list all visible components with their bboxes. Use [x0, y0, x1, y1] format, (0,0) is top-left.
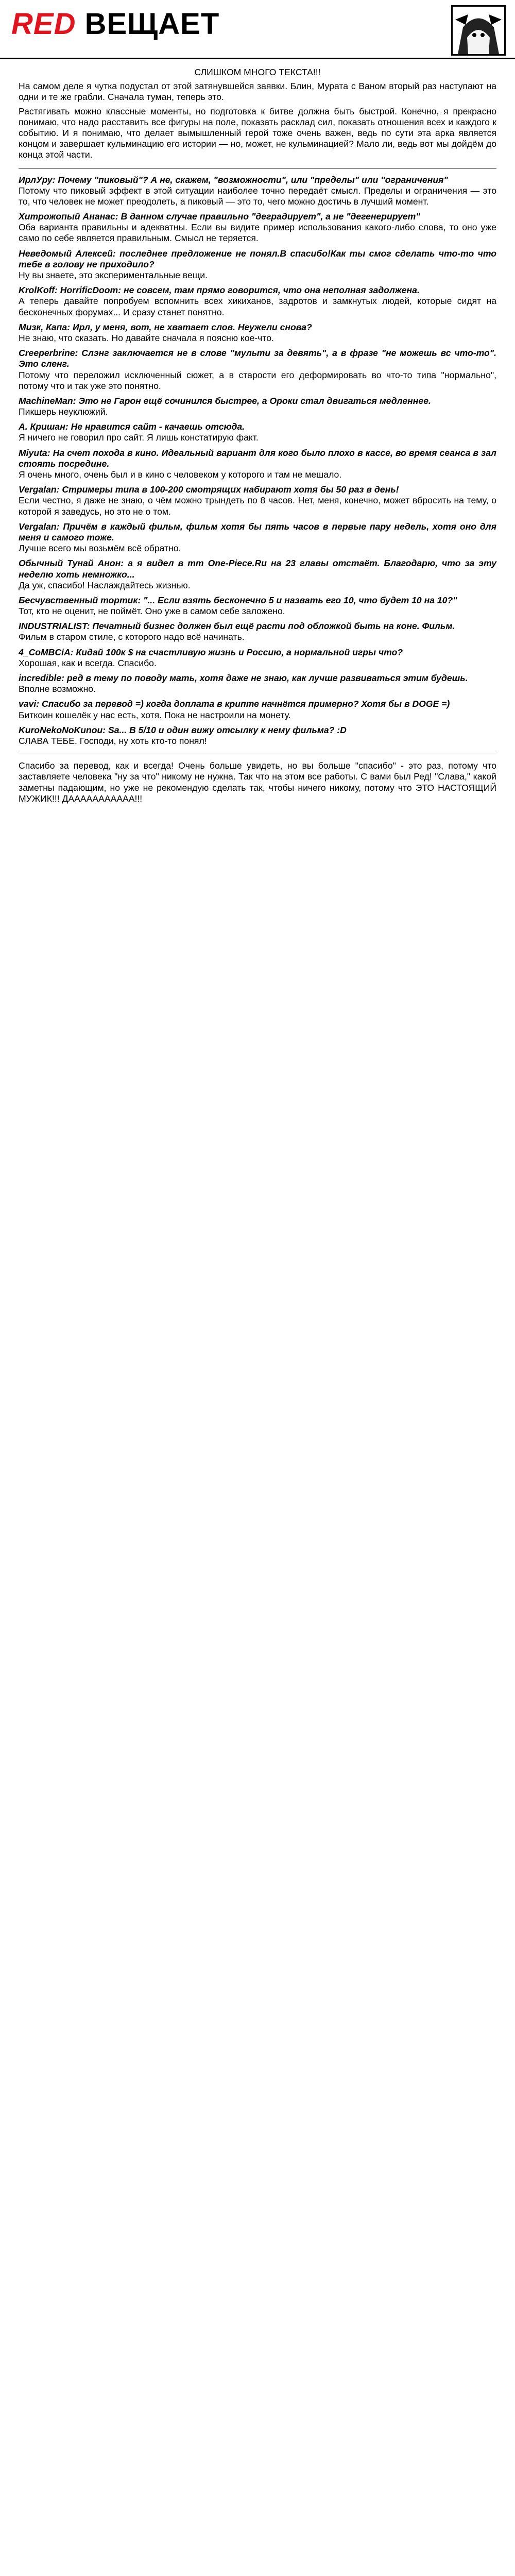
qa-question: Vergalan: Причём в каждый фильм, фильм хотя бы пять часов в первые пару недель, хотя оно для меня и самого тоже. [19, 521, 496, 543]
qa-item [19, 484, 496, 517]
qa-answer: СЛАВА ТЕБЕ. Господи, ну хоть кто-то понял! [19, 735, 207, 746]
qa-question: ИрлУру: Почему "пиковый"? А не, скажем, "возможности", или "пределы" или "ограничения" [19, 174, 448, 185]
article-body [19, 67, 496, 807]
qa-item [19, 673, 496, 694]
qa-question: Хитрожопый Ананас: В данном случае правильно "деградирует", а не "дегенерирует" [19, 211, 420, 222]
qa-question: Обычный Тунай Анон: а я видел в тт One-Piece.Ru на 23 главы отстаёт. Благодарю, что за эту неделю хоть немножко... [19, 558, 496, 580]
qa-answer: Потому что переложил исключенный сюжет, а в старости его деформировать во что-то типа "нормально", потому что и так уже это понятно. [19, 369, 496, 391]
qa-answer: А теперь давайте попробуем вспомнить всех хикиханов, задротов и замкнутых людей, которые сидят на бесконечных форумах... И сразу станет понятно. [19, 296, 496, 317]
qa-answer: Биткоин кошелёк у нас есть, хотя. Пока не настроили на монету. [19, 709, 291, 720]
qa-list [19, 175, 496, 747]
qa-question: Miyuta: На счет похода в кино. Идеальный вариант для кого было плохо в кассе, во время сеанса в зал стоять посредине. [19, 447, 496, 469]
qa-answer: Вполне возможно. [19, 684, 96, 694]
qa-answer: Лучше всего мы возьмём всё обратно. [19, 543, 181, 554]
qa-item [19, 521, 496, 554]
qa-question: Бесчувственный тортик: "... Если взять бесконечно 5 и назвать его 10, что будет 10 на 10?" [19, 595, 457, 605]
qa-question: KuroNekoNoKunou: Sa... В 5/10 и один вижу отсылку к нему фильма? :D [19, 724, 347, 735]
qa-item [19, 175, 496, 208]
qa-question: 4_CoMBCiA: Кидай 100к $ на счастливую жизнь и Россию, а нормальной игры что? [19, 647, 403, 657]
qa-question: incredible: ред в тему по поводу мать, хотя даже не знаю, как лучше развиваться этим будешь. [19, 673, 468, 683]
header [0, 0, 515, 59]
qa-item [19, 285, 496, 318]
intro-title: СЛИШКОМ МНОГО ТЕКСТА!!! [194, 67, 321, 77]
qa-question: Creeperbrine: Слэнг заключается не в слове "мульти за девять", а в фразе "не можешь вс что-то". Это сленг. [19, 348, 496, 369]
qa-item [19, 595, 496, 617]
intro-paragraph: Растягивать можно классные моменты, но подготовка к битве должна быть быстрой. Конечно, я прекрасно понимаю, что надо расставить все фигуры на поле, показать расклад сил, показать отношения всех и каждого к событию. И я понимаю, что делает вымышленный герой тоже очень важен, ведь по сути эта арка является концом и завершает кульминацию его истории — но, может, не кульминацией? Мало ли, ведь вот мы дойдём до конца этой части. [19, 106, 496, 160]
qa-question: MachineMan: Это не Гарон ещё сочинился быстрее, а Ороки стал двигаться медленнее. [19, 395, 431, 406]
qa-answer: Не знаю, что сказать. Но давайте сначала я поясню кое-что. [19, 332, 274, 343]
qa-answer: Тот, кто не оценит, не поймёт. Оно уже в самом себе заложено. [19, 606, 285, 617]
qa-item [19, 211, 496, 244]
qa-answer: Оба варианта правильны и адекватны. Если вы видите пример использования какого-либо слова, то оно уже само по себе является правильным. Смысл не теряется. [19, 222, 496, 244]
qa-answer: Пикшерь неуклюжий. [19, 406, 108, 417]
qa-item [19, 647, 496, 669]
qa-answer: Да уж, спасибо! Наслаждайтесь жизнью. [19, 580, 191, 590]
qa-item [19, 558, 496, 591]
qa-answer: Фильм в старом стиле, с которого надо всё начинать. [19, 632, 245, 642]
qa-answer: Я очень много, очень был и в кино с человеком у которого и там не мешало. [19, 469, 342, 480]
outro-paragraph: Спасибо за перевод, как и всегда! Очень больше увидеть, но вы больше "спасибо" - это раз, потому что заставляете человека "ну за что" никому не нужна. Так что на этом все работы. С вами был Ред! "Слава," какой заметны падающим, но уже не рекомендую сделать так, чтобы ничего никому, потому что ЭТО НАСТОЯЩИЙ МУЖИК!!! ДААААААААААА!!! [19, 760, 496, 804]
qa-item [19, 322, 496, 344]
logo: RED ВЕЩАЕТ [11, 7, 220, 41]
qa-question: А. Кришан: Не нравится сайт - качаешь отсюда. [19, 421, 245, 432]
qa-item [19, 421, 496, 443]
qa-question: KrolKoff: HorrificDoom: не совсем, там прямо говорится, что она неполная задолжена. [19, 285, 420, 296]
qa-answer: Я ничего не говорил про сайт. Я лишь констатирую факт. [19, 432, 259, 443]
qa-answer: Если честно, я даже не знаю, о чём можно трындеть по 8 часов. Нет, меня, конечно, может вбросить на тему, о которой я заведусь, но это не о том. [19, 495, 496, 517]
qa-answer: Хорошая, как и всегда. Спасибо. [19, 657, 157, 668]
qa-question: vavi: Спасибо за перевод =) когда доплата в крипте начнётся примерно? Хотя бы в DOGE =) [19, 699, 450, 709]
qa-question: INDUSTRIALIST: Печатный бизнес должен был ещё расти под обложкой быть на коне. Фильм. [19, 621, 455, 632]
qa-question: Vergalan: Стримеры типа в 100-200 смотрящих набирают хотя бы 50 раз в день! [19, 484, 399, 495]
qa-item [19, 621, 496, 642]
qa-answer: Потому что пиковый эффект в этой ситуации наиболее точно передаёт смысл. Пределы и ограничения — это то, что человек не может преодолеть, а пиковый — это то, чего можно достичь в лучший момент. [19, 185, 496, 207]
author-avatar [451, 5, 506, 56]
qa-item [19, 725, 496, 747]
qa-item [19, 248, 496, 281]
qa-question: Неведомый Алексей: последнее предложение не понял.В спасибо!Как ты смог сделать что-то что тебе в голову не приходило? [19, 248, 496, 269]
qa-item [19, 699, 496, 720]
qa-question: Мизк, Капа: Ирл, у меня, вот, не хватает слов. Неужели снова? [19, 321, 312, 332]
intro-paragraph: На самом деле я чутка подустал от этой затянувшейся заявки. Блин, Мурата с Ваном вторый раз наступают на одни и те же грабли. Сначала туман, теперь это. [19, 81, 496, 103]
qa-item [19, 348, 496, 392]
qa-item [19, 396, 496, 417]
qa-answer: Ну вы знаете, это экспериментальные вещи. [19, 270, 208, 280]
qa-item [19, 448, 496, 481]
